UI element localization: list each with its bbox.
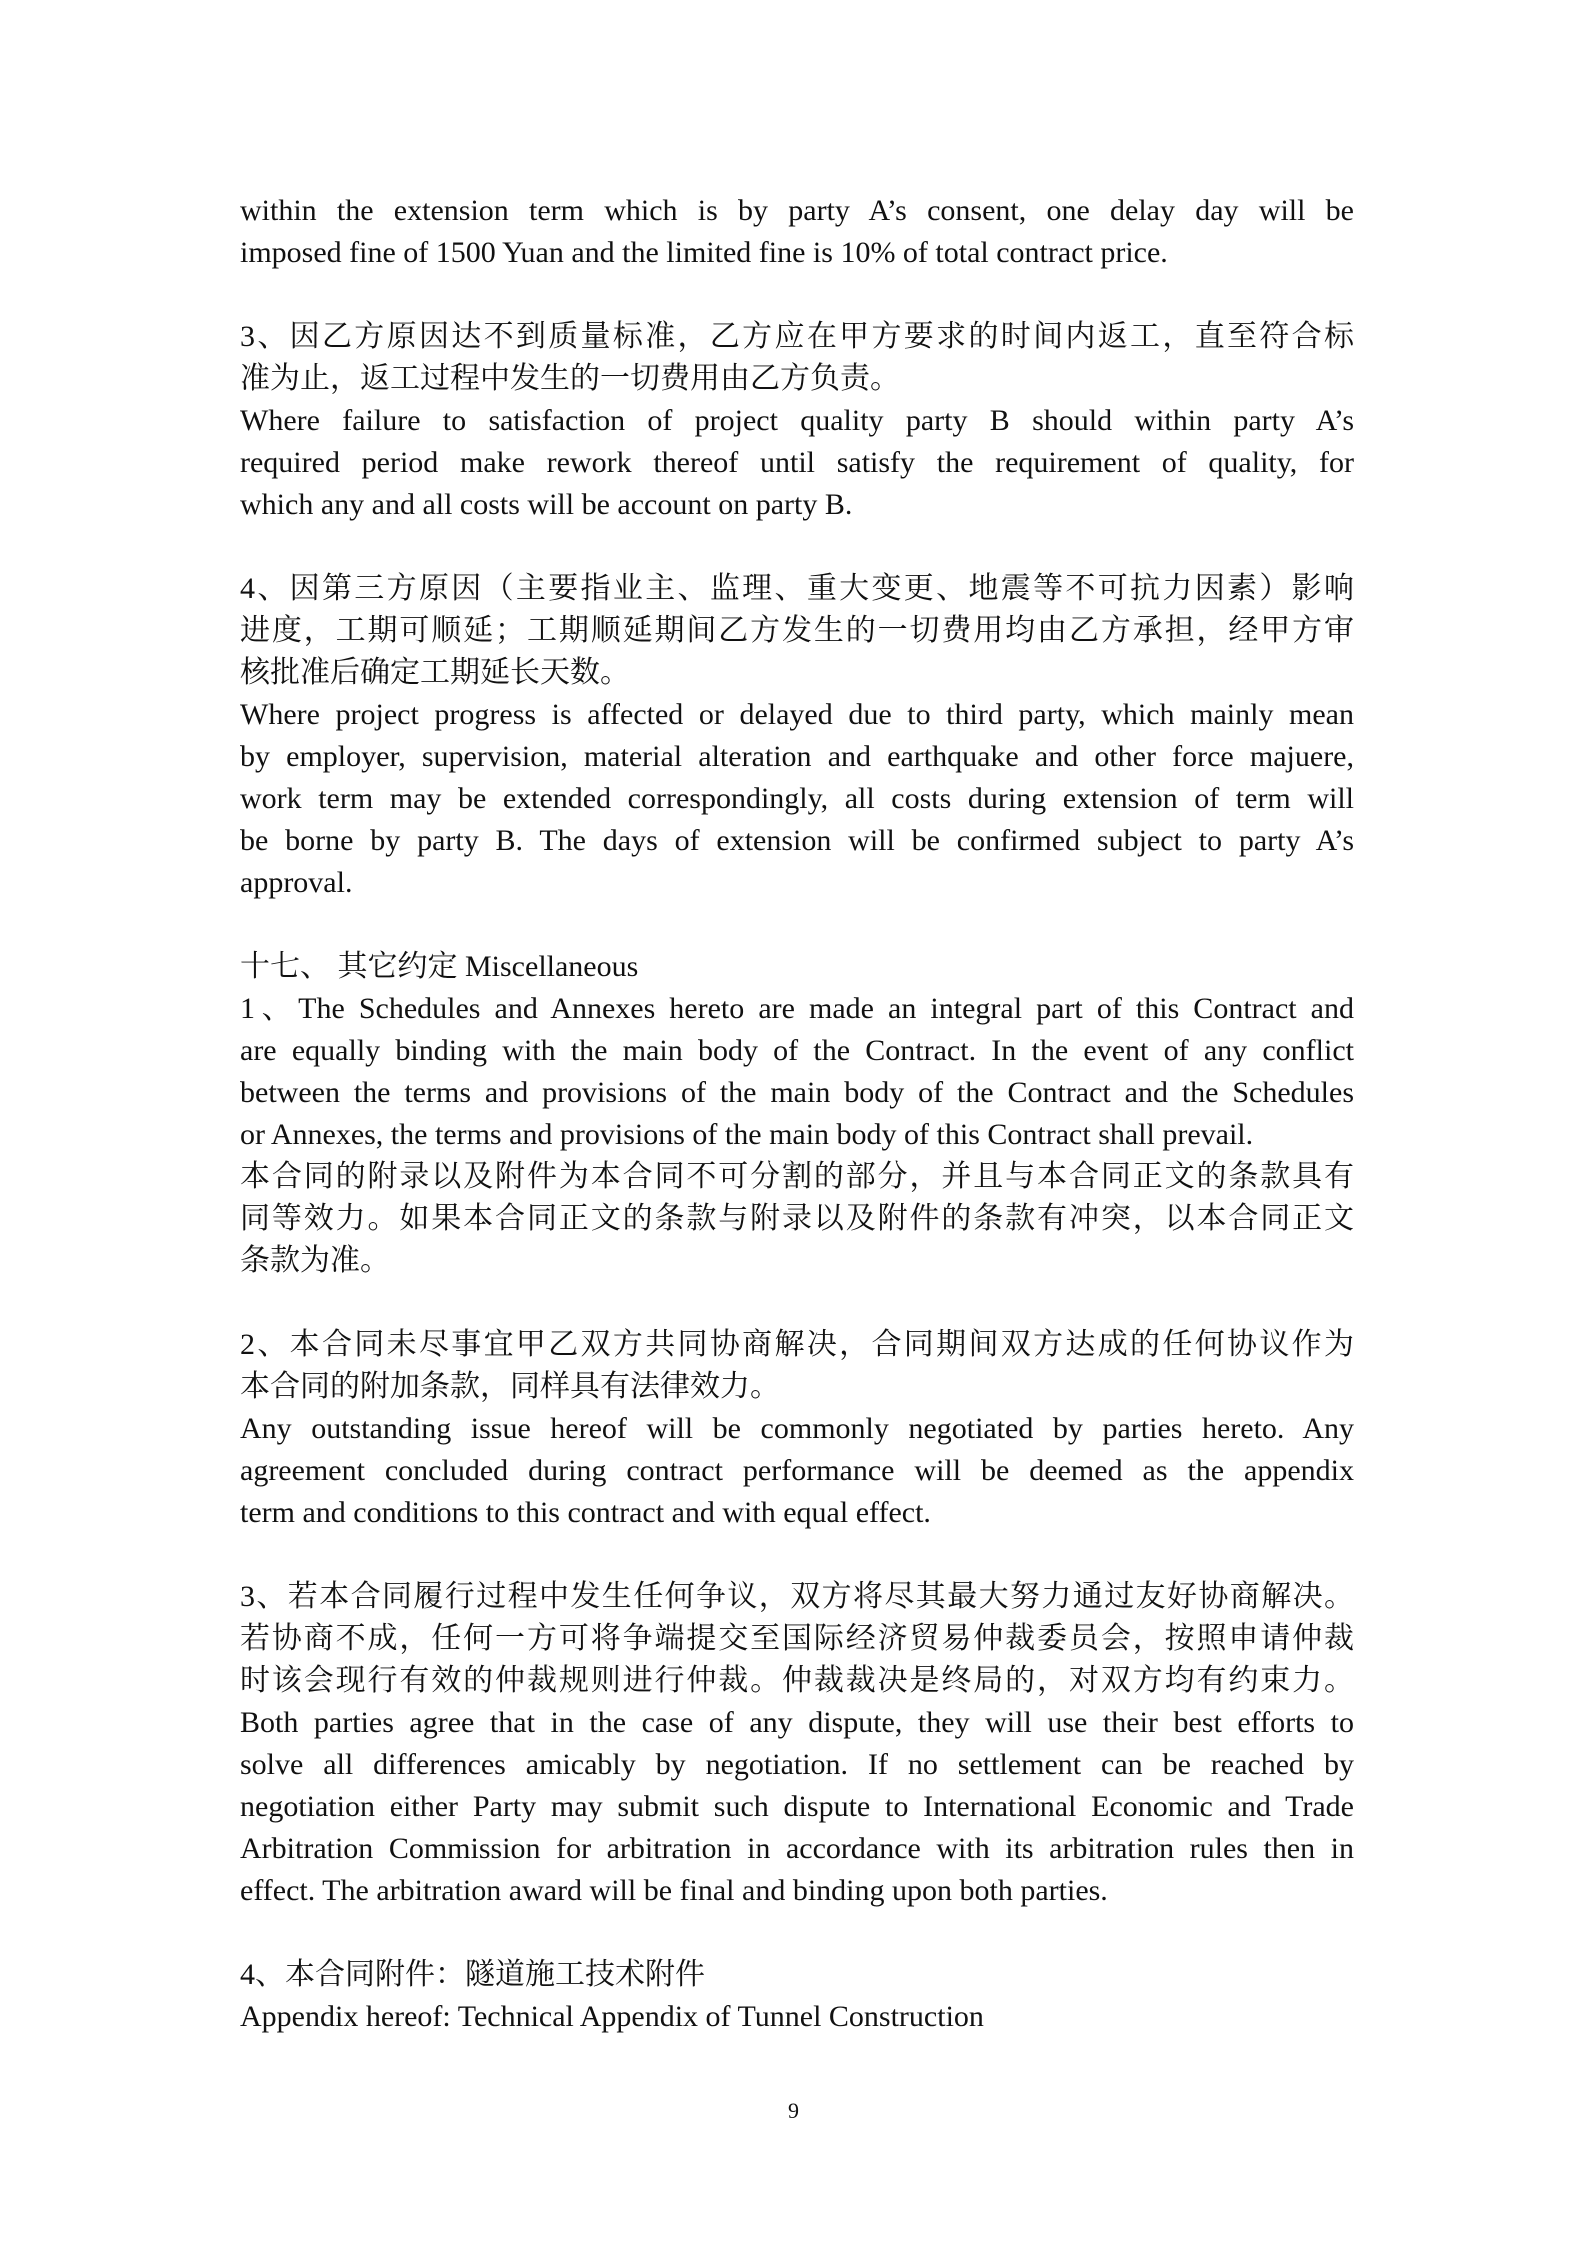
text-line: 3、因乙方原因达不到质量标准，乙方应在甲方要求的时间内返工，直至符合标 [240, 320, 1354, 353]
text-line: within the extension term which is by party A’s consent, one delay day will be [240, 194, 1354, 227]
text-line: by employer, supervision, material alteration and earthquake and other force majuere, [240, 740, 1354, 773]
text-line: negotiation either Party may submit such dispute to International Economic and Trade [240, 1790, 1354, 1823]
paragraph-arbitration [240, 1576, 1354, 1912]
text-line: Any outstanding issue hereof will be commonly negotiated by parties hereto. Any [240, 1412, 1354, 1445]
paragraph-third-party-delay [240, 568, 1354, 904]
text-line: which any and all costs will be account on party B. [240, 488, 853, 521]
text-line: 本合同的附加条款，同样具有法律效力。 [240, 1370, 780, 1403]
text-line: Where failure to satisfaction of project quality party B should within party A’s [240, 404, 1354, 437]
text-line: between the terms and provisions of the main body of the Contract and the Schedules [240, 1076, 1354, 1109]
paragraph-gap [240, 1534, 1354, 1576]
text-line: work term may be extended correspondingly, all costs during extension of term will [240, 782, 1354, 815]
text-line: 核批准后确定工期延长天数。 [240, 656, 630, 689]
paragraph-gap [240, 274, 1354, 316]
text-line: term and conditions to this contract and with equal effect. [240, 1496, 931, 1529]
text-line: 准为止，返工过程中发生的一切费用由乙方负责。 [240, 362, 900, 395]
paragraph-appendix [240, 1954, 1354, 2038]
section-miscellaneous [240, 946, 1354, 1282]
text-line: 进度，工期可顺延；工期顺延期间乙方发生的一切费用均由乙方承担，经甲方审 [240, 614, 1354, 647]
text-line: Arbitration Commission for arbitration in accordance with its arbitration rules then in [240, 1832, 1354, 1865]
text-line: 时该会现行有效的仲裁规则进行仲裁。仲裁裁决是终局的，对双方均有约束力。 [240, 1664, 1354, 1697]
document-body [240, 190, 1354, 2038]
paragraph-outstanding-issues [240, 1324, 1354, 1534]
text-line: 同等效力。如果本合同正文的条款与附录以及附件的条款有冲突，以本合同正文 [240, 1202, 1354, 1235]
text-line: effect. The arbitration award will be final and binding upon both parties. [240, 1874, 1108, 1907]
paragraph-gap [240, 1282, 1354, 1324]
text-line: 1、The Schedules and Annexes hereto are made an integral part of this Contract and [240, 992, 1354, 1025]
text-line: Appendix hereof: Technical Appendix of Tunnel Construction [240, 2000, 984, 2033]
text-line: 本合同的附录以及附件为本合同不可分割的部分，并且与本合同正文的条款具有 [240, 1160, 1354, 1193]
text-line: 4、因第三方原因（主要指业主、监理、重大变更、地震等不可抗力因素）影响 [240, 572, 1354, 605]
page-number: 9 [788, 2098, 799, 2123]
paragraph-quality-rework [240, 316, 1354, 526]
paragraph-gap [240, 1912, 1354, 1954]
text-line: 4、本合同附件：隧道施工技术附件 [240, 1958, 705, 1991]
text-line: approval. [240, 866, 353, 899]
text-line: or Annexes, the terms and provisions of the main body of this Contract shall prevail. [240, 1118, 1254, 1151]
text-line: 若协商不成，任何一方可将争端提交至国际经济贸易仲裁委员会，按照申请仲裁 [240, 1622, 1354, 1655]
text-line: imposed fine of 1500 Yuan and the limited fine is 10% of total contract price. [240, 236, 1168, 269]
paragraph-gap [240, 904, 1354, 946]
paragraph-gap [240, 526, 1354, 568]
text-line: solve all differences amicably by negotiation. If no settlement can be reached by [240, 1748, 1354, 1781]
text-line: 3、若本合同履行过程中发生任何争议，双方将尽其最大努力通过友好协商解决。 [240, 1580, 1354, 1613]
text-line: be borne by party B. The days of extension will be confirmed subject to party A’s [240, 824, 1354, 857]
text-line: are equally binding with the main body of the Contract. In the event of any conflict [240, 1034, 1354, 1067]
text-line: 条款为准。 [240, 1244, 390, 1277]
text-line: required period make rework thereof until satisfy the requirement of quality, for [240, 446, 1354, 479]
paragraph-extension-fine [240, 190, 1354, 274]
text-line: agreement concluded during contract performance will be deemed as the appendix [240, 1454, 1354, 1487]
text-line: Both parties agree that in the case of any dispute, they will use their best efforts to [240, 1706, 1354, 1739]
text-line: Where project progress is affected or delayed due to third party, which mainly mean [240, 698, 1354, 731]
section-heading: 十七、 其它约定 Miscellaneous [240, 950, 639, 983]
text-line: 2、本合同未尽事宜甲乙双方共同协商解决，合同期间双方达成的任何协议作为 [240, 1328, 1354, 1361]
